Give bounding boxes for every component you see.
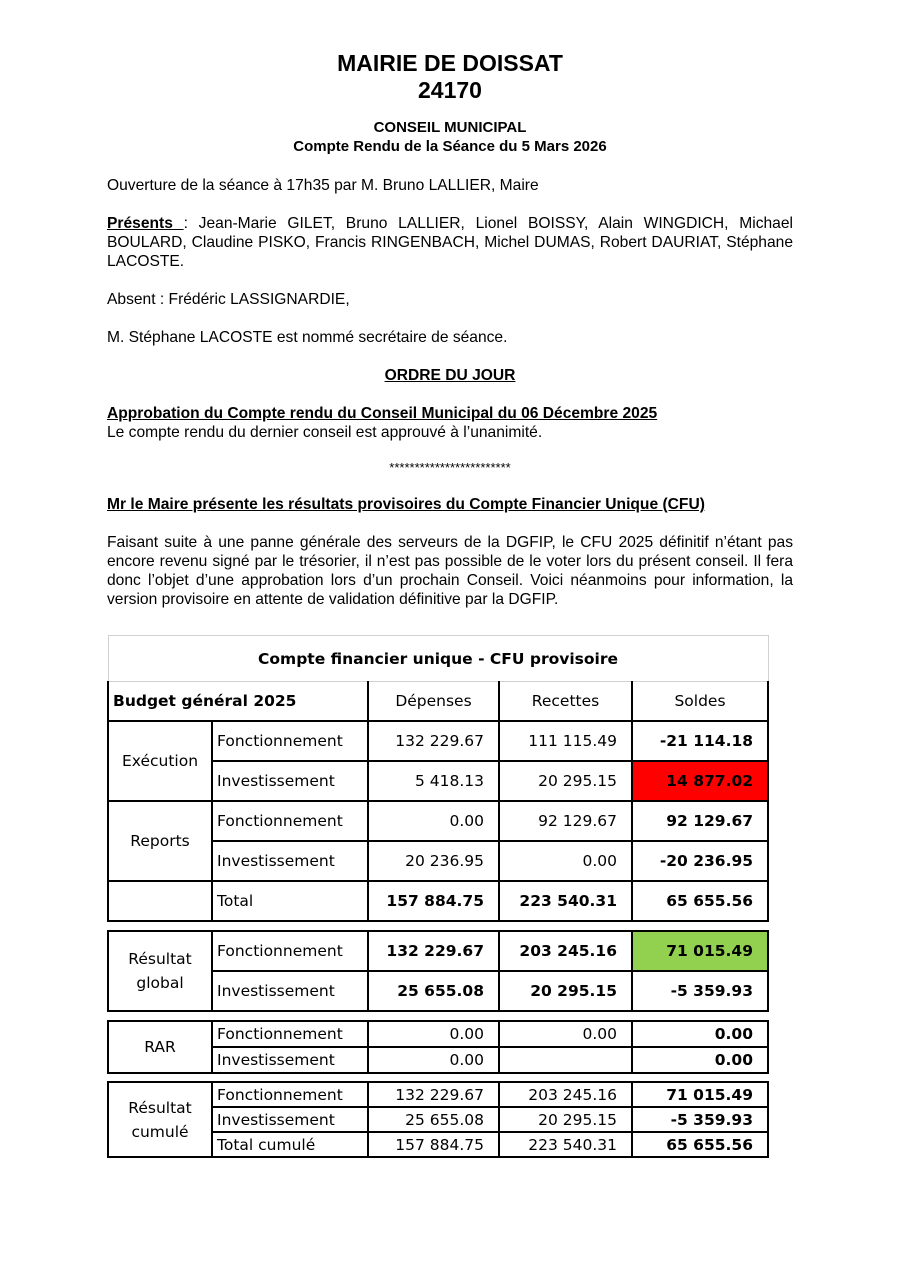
- item1-text: Le compte rendu du dernier conseil est approuvé à l’unanimité.: [107, 424, 543, 441]
- cell-solde: 0.00: [632, 1047, 768, 1073]
- cell-recettes: 223 540.31: [499, 881, 632, 921]
- cell-depenses: 20 236.95: [368, 841, 499, 881]
- row-label: Investissement: [212, 841, 368, 881]
- cell-solde-highlight-red: 14 877.02: [632, 761, 768, 801]
- rar-table: [107, 1020, 769, 1074]
- postcode: 24170: [418, 77, 482, 103]
- separator: ************************: [389, 460, 511, 475]
- agenda-title: ORDRE DU JOUR: [384, 367, 516, 384]
- cell-depenses: 0.00: [368, 801, 499, 841]
- cell-solde-highlight-green: 71 015.49: [632, 931, 768, 971]
- result-global-table: [107, 930, 769, 1012]
- global-label: [108, 931, 212, 1011]
- col-soldes: Soldes: [632, 682, 768, 721]
- cell-solde: 65 655.56: [632, 881, 768, 921]
- item1-title: Approbation du Compte rendu du Conseil Municipal du 06 Décembre 2025: [107, 405, 658, 422]
- col-depenses: Dépenses: [368, 682, 499, 721]
- execution-label: Exécution: [108, 721, 212, 801]
- budget-label: Budget général 2025: [108, 682, 368, 721]
- council-heading: CONSEIL MUNICIPAL: [373, 119, 527, 136]
- cumul-label-line1: Résultat: [128, 1098, 192, 1117]
- row-label: Investissement: [212, 761, 368, 801]
- cell-depenses: 157 884.75: [368, 1132, 499, 1157]
- row-label: Total cumulé: [212, 1132, 368, 1157]
- cfu-table: [107, 635, 769, 922]
- row-label: Investissement: [212, 971, 368, 1011]
- row-label: Fonctionnement: [212, 1021, 368, 1047]
- col-recettes: Recettes: [499, 682, 632, 721]
- item2-text: Faisant suite à une panne générale des serveurs de la DGFIP, le CFU 2025 définitif n’étant pas encore revenu signé par le trésorier, il n’est pas possible de le voter lors du présent conseil. Il fera donc l’objet d’une approbation lors d’un prochain Conseil. Voici néanmoins pour information, la version provisoire en attente de validation définitive par la DGFIP.: [107, 534, 793, 608]
- total-label: Total: [212, 881, 368, 921]
- empty-cell: [108, 881, 212, 921]
- cell-solde: -5 359.93: [632, 1107, 768, 1132]
- row-label: Fonctionnement: [212, 931, 368, 971]
- absent-text: Absent : Frédéric LASSIGNARDIE,: [107, 291, 350, 308]
- cell-depenses: 5 418.13: [368, 761, 499, 801]
- row-label: Investissement: [212, 1047, 368, 1073]
- row-label: Fonctionnement: [212, 1082, 368, 1107]
- row-label: Investissement: [212, 1107, 368, 1132]
- rar-label: RAR: [108, 1021, 212, 1073]
- cell-recettes: 92 129.67: [499, 801, 632, 841]
- opening-text: Ouverture de la séance à 17h35 par M. Bruno LALLIER, Maire: [107, 177, 539, 194]
- cell-depenses: 132 229.67: [368, 931, 499, 971]
- result-cumul-table: [107, 1081, 769, 1158]
- cumul-label: [108, 1082, 212, 1157]
- cell-depenses: 25 655.08: [368, 971, 499, 1011]
- cell-recettes: 20 295.15: [499, 1107, 632, 1132]
- cell-recettes: 203 245.16: [499, 931, 632, 971]
- cell-recettes: [499, 1047, 632, 1073]
- row-label: Fonctionnement: [212, 721, 368, 761]
- cell-depenses: 132 229.67: [368, 1082, 499, 1107]
- present-list: : Jean-Marie GILET, Bruno LALLIER, Lionel BOISSY, Alain WINGDICH, Michael BOULARD, Claudine PISKO, Francis RINGENBACH, Michel DUMAS, Robert DAURIAT, Stéphane LACOSTE.: [107, 215, 793, 270]
- mairie-title: MAIRIE DE DOISSAT: [337, 50, 563, 76]
- secretary-text: M. Stéphane LACOSTE est nommé secrétaire de séance.: [107, 329, 508, 346]
- reports-label: Reports: [108, 801, 212, 881]
- global-label-line2: global: [136, 974, 184, 992]
- cell-solde: 71 015.49: [632, 1082, 768, 1107]
- document-page: [107, 50, 793, 609]
- session-heading: Compte Rendu de la Séance du 5 Mars 2026: [293, 138, 607, 155]
- cell-recettes: 20 295.15: [499, 971, 632, 1011]
- cell-solde: 65 655.56: [632, 1132, 768, 1157]
- cell-solde: 92 129.67: [632, 801, 768, 841]
- present-label: Présents: [107, 215, 184, 232]
- item2-title: Mr le Maire présente les résultats provisoires du Compte Financier Unique (CFU): [107, 496, 705, 513]
- cell-depenses: 0.00: [368, 1047, 499, 1073]
- cell-solde: -21 114.18: [632, 721, 768, 761]
- row-label: Fonctionnement: [212, 801, 368, 841]
- cell-depenses: 25 655.08: [368, 1107, 499, 1132]
- cell-solde: 0.00: [632, 1021, 768, 1047]
- cfu-title: Compte financier unique - CFU provisoire: [108, 636, 768, 682]
- cumul-label-line2: cumulé: [131, 1122, 189, 1141]
- cell-depenses: 132 229.67: [368, 721, 499, 761]
- cell-solde: -20 236.95: [632, 841, 768, 881]
- present-paragraph: [107, 214, 793, 271]
- cell-recettes: 0.00: [499, 1021, 632, 1047]
- cell-recettes: 0.00: [499, 841, 632, 881]
- cell-recettes: 203 245.16: [499, 1082, 632, 1107]
- global-label-line1: Résultat: [128, 950, 192, 968]
- cell-recettes: 111 115.49: [499, 721, 632, 761]
- cell-depenses: 0.00: [368, 1021, 499, 1047]
- cell-recettes: 223 540.31: [499, 1132, 632, 1157]
- cell-recettes: 20 295.15: [499, 761, 632, 801]
- cell-depenses: 157 884.75: [368, 881, 499, 921]
- cell-solde: -5 359.93: [632, 971, 768, 1011]
